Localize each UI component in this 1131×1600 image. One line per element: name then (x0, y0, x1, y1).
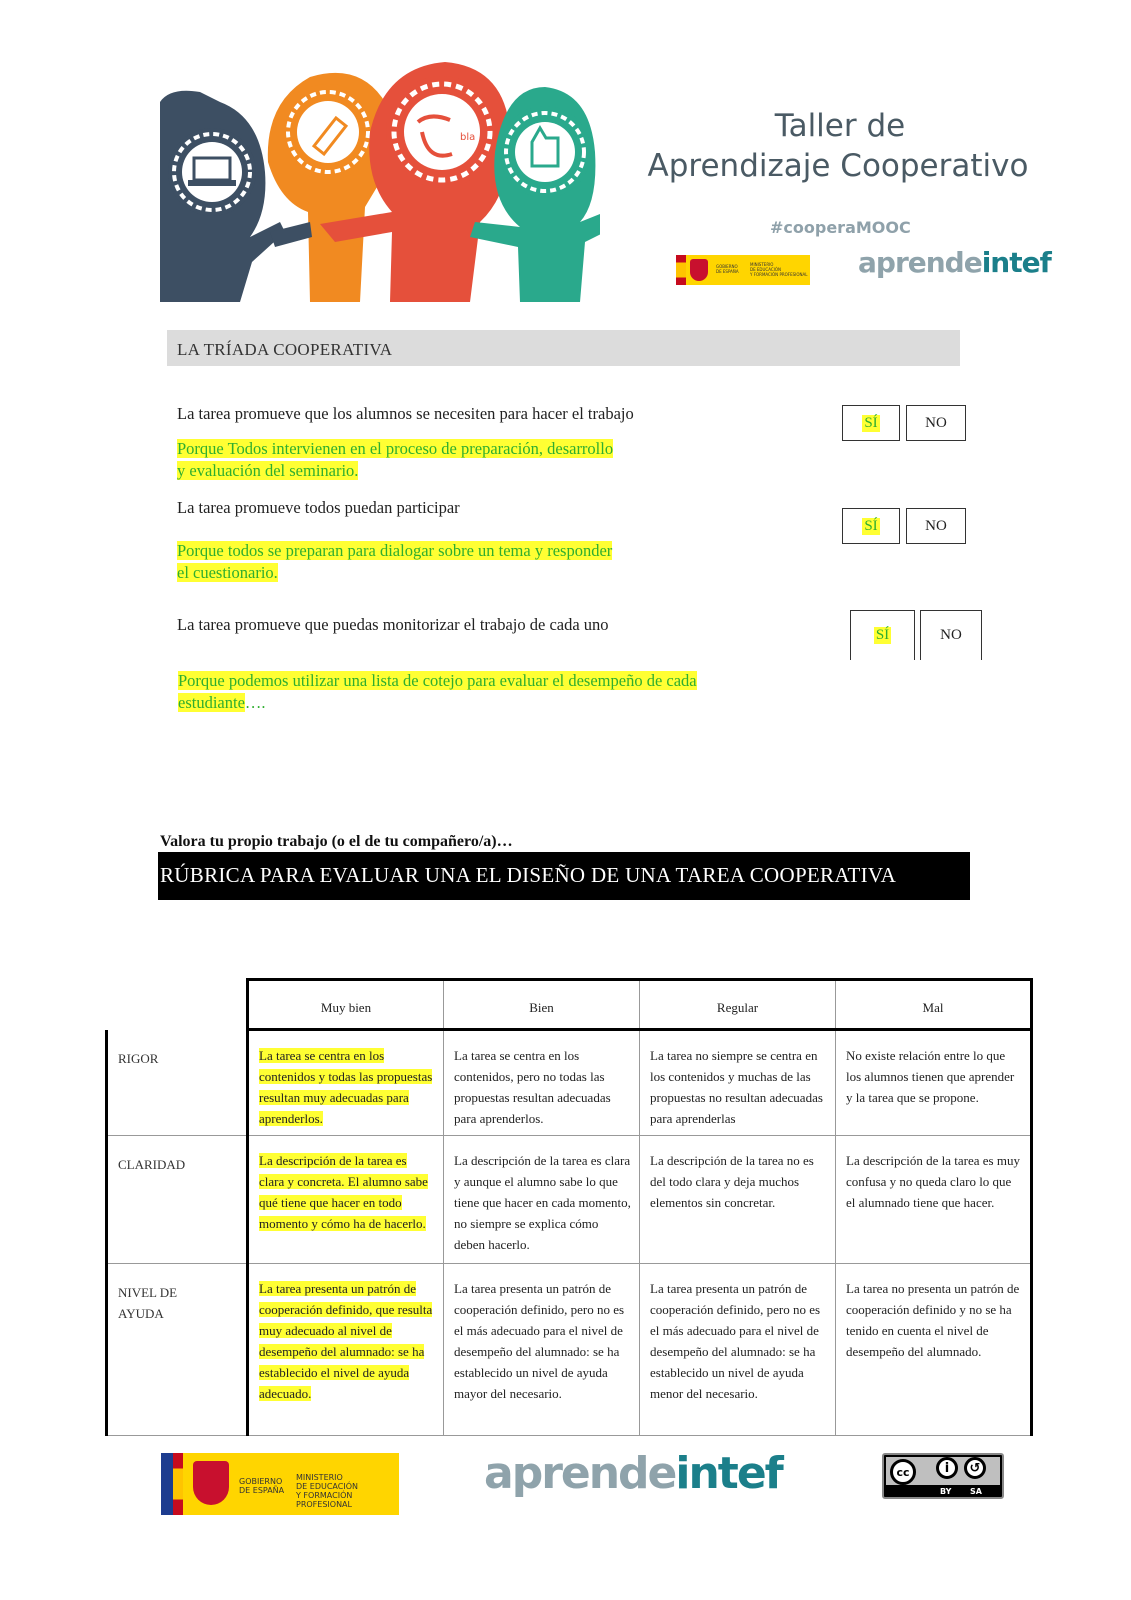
svg-text:bla: bla (460, 132, 476, 143)
row-header (107, 1264, 248, 1436)
rubric-row (107, 1136, 1032, 1264)
rubric-cell: La descripción de la tarea no es del todo clara y deja muchos elementos sin concretar. (640, 1136, 836, 1264)
cell-text: La descripción de la tarea es clara y concreta. El alumno sabe qué tiene que hacer en todo momento y cómo ha de hacerlo. (259, 1153, 428, 1231)
aprende-logo-text: aprende (858, 246, 982, 279)
answer-line: Porque todos se preparan para dialogar sobre un tema y responder (177, 541, 613, 560)
rubric-corner-cell (107, 980, 248, 1030)
question-3: La tarea promueve que puedas monitorizar el trabajo de cada uno (177, 615, 609, 634)
gov-logo-text: DE EDUCACIÓN (296, 1482, 358, 1491)
sa-share-icon: ↺ (964, 1457, 986, 1479)
row-label: NIVEL DE (118, 1285, 178, 1300)
answer-2 (177, 540, 612, 584)
no-label: NO (940, 627, 962, 643)
gov-logo-text: GOBIERNO (239, 1477, 283, 1486)
column-header: Regular (640, 980, 836, 1030)
answer-tail: …. (244, 693, 266, 712)
figure-orange (268, 73, 392, 302)
hashtag: #cooperaMOOC (770, 218, 911, 237)
cell-text: La tarea presenta un patrón de cooperación definido, que resulta muy adecuado al nivel de desempeño del alumnado: se ha establecido el nivel de ayuda adecuado. (259, 1281, 433, 1401)
rubric-title-bar (158, 852, 970, 900)
yes-box-2 (842, 508, 900, 544)
coat-of-arms-icon (193, 1461, 229, 1505)
section-title: LA TRÍADA COOPERATIVA (177, 340, 393, 359)
rubric-cell: La tarea presenta un patrón de cooperación definido, pero no es el más adecuado para el nivel de desempeño del alumnado: se ha establecido un nivel de ayuda menor del necesario. (640, 1264, 836, 1436)
rubric-cell: La tarea no siempre se centra en los contenidos y muchas de las propuestas no resultan adecuadas para aprenderlas (640, 1030, 836, 1136)
gov-logo-text: DE ESPAÑA (716, 269, 739, 274)
intef-logo-text: intef (675, 1448, 782, 1499)
page-title-line2: Aprendizaje Cooperativo (647, 148, 1029, 184)
gov-logo-text: GOBIERNO (716, 264, 738, 269)
row-header (107, 1030, 248, 1136)
gov-logo-text: MINISTERIO (296, 1473, 343, 1482)
rubric-cell: La descripción de la tarea es muy confusa y no queda claro lo que el alumnado tiene que hacer. (836, 1136, 1032, 1264)
row-header (107, 1136, 248, 1264)
answer-1 (177, 438, 613, 482)
rubric-table (105, 978, 1033, 1436)
answer-line: Porque Todos intervienen en el proceso de preparación, desarrollo (177, 439, 614, 458)
rubric-cell (248, 1136, 444, 1264)
rubric-cell (248, 1264, 444, 1436)
column-header: Bien (444, 980, 640, 1030)
cc-icon (890, 1459, 916, 1485)
section-bar-triada (167, 330, 960, 366)
answer-3 (178, 670, 697, 714)
no-label: NO (925, 414, 947, 431)
column-header: Muy bien (248, 980, 444, 1030)
creative-commons-badge (882, 1453, 1004, 1499)
gov-logo-footer (161, 1453, 399, 1515)
answer-line: el cuestionario. (177, 563, 278, 582)
no-box-2 (906, 508, 966, 544)
aprende-intef-logo-footer (484, 1448, 782, 1499)
row-label: AYUDA (118, 1306, 164, 1321)
question-2: La tarea promueve todos puedan participar (177, 498, 460, 517)
cc-text: cc (896, 1465, 910, 1479)
cc-sa-label: SA (970, 1487, 982, 1496)
rubric-cell: La tarea no presenta un patrón de cooperación definido y no se ha tenido en cuenta el nivel de desempeño del alumnado. (836, 1264, 1032, 1436)
yes-box-3 (850, 610, 915, 660)
no-box-1 (906, 405, 966, 441)
rubric-cell: La tarea presenta un patrón de cooperación definido, pero no es el más adecuado para el nivel de desempeño del alumnado: se ha establecido un nivel de ayuda mayor del necesario. (444, 1264, 640, 1436)
row-label: RIGOR (118, 1050, 159, 1066)
yes-box-1 (842, 405, 900, 441)
rubric-cell: La tarea se centra en los contenidos, pero no todas las propuestas resultan adecuadas para aprenderlos. (444, 1030, 640, 1136)
rubric-header-row (107, 980, 1032, 1030)
page-title-line1: Taller de (774, 108, 906, 144)
gov-logo-text: MINISTERIO (750, 262, 774, 267)
eu-flag-icon (161, 1453, 173, 1515)
gov-logo-text: Y FORMACIÓN PROFESIONAL (296, 1491, 353, 1509)
answer-line: y evaluación del seminario. (177, 461, 359, 480)
gov-logo-text: DE ESPAÑA (239, 1486, 285, 1495)
no-box-3 (920, 610, 982, 660)
question-1: La tarea promueve que los alumnos se necesiten para hacer el trabajo (177, 404, 634, 423)
yes-label: SÍ (864, 517, 878, 534)
by-person-icon: i (936, 1457, 958, 1479)
rubric-cell (248, 1030, 444, 1136)
column-header: Mal (836, 980, 1032, 1030)
rubric-title: RÚBRICA PARA EVALUAR UNA EL DISEÑO DE UNA TAREA COOPERATIVA (160, 863, 897, 887)
aprende-logo-text: aprende (484, 1448, 676, 1499)
answer-line: Porque podemos utilizar una lista de cotejo para evaluar el desempeño de cada (178, 671, 697, 690)
gov-logo-text: Y FORMACIÓN PROFESIONAL (750, 272, 808, 277)
rubric-cell: No existe relación entre lo que los alumnos tienen que aprender y la tarea que se propone. (836, 1030, 1032, 1136)
aprende-intef-logo (858, 246, 1051, 279)
answer-line: estudiante (178, 693, 245, 712)
gov-logo-header (676, 255, 810, 285)
cell-text: La tarea se centra en los contenidos y todas las propuestas resultan muy adecuadas para aprenderlos. (259, 1048, 433, 1126)
rubric-intro: Valora tu propio trabajo (o el de tu compañero/a)… (160, 833, 513, 850)
cc-by-label: BY (940, 1487, 952, 1496)
gov-logo-text: DE EDUCACIÓN (750, 267, 781, 272)
no-label: NO (925, 517, 947, 534)
yes-label: SÍ (864, 414, 878, 431)
rubric-cell: La descripción de la tarea es clara y aunque el alumno sabe lo que tiene que hacer en cada momento, no siempre se explica cómo deben hacerlo. (444, 1136, 640, 1264)
intef-logo-text: intef (981, 246, 1051, 279)
yes-label: SÍ (875, 627, 890, 643)
spain-flag-icon (676, 255, 686, 285)
row-label: CLARIDAD (118, 1157, 186, 1172)
rubric-row (107, 1264, 1032, 1436)
figure-navy (160, 91, 285, 302)
banner-illustration (160, 62, 600, 302)
rubric-row (107, 1030, 1032, 1136)
coat-of-arms-icon (690, 259, 708, 281)
